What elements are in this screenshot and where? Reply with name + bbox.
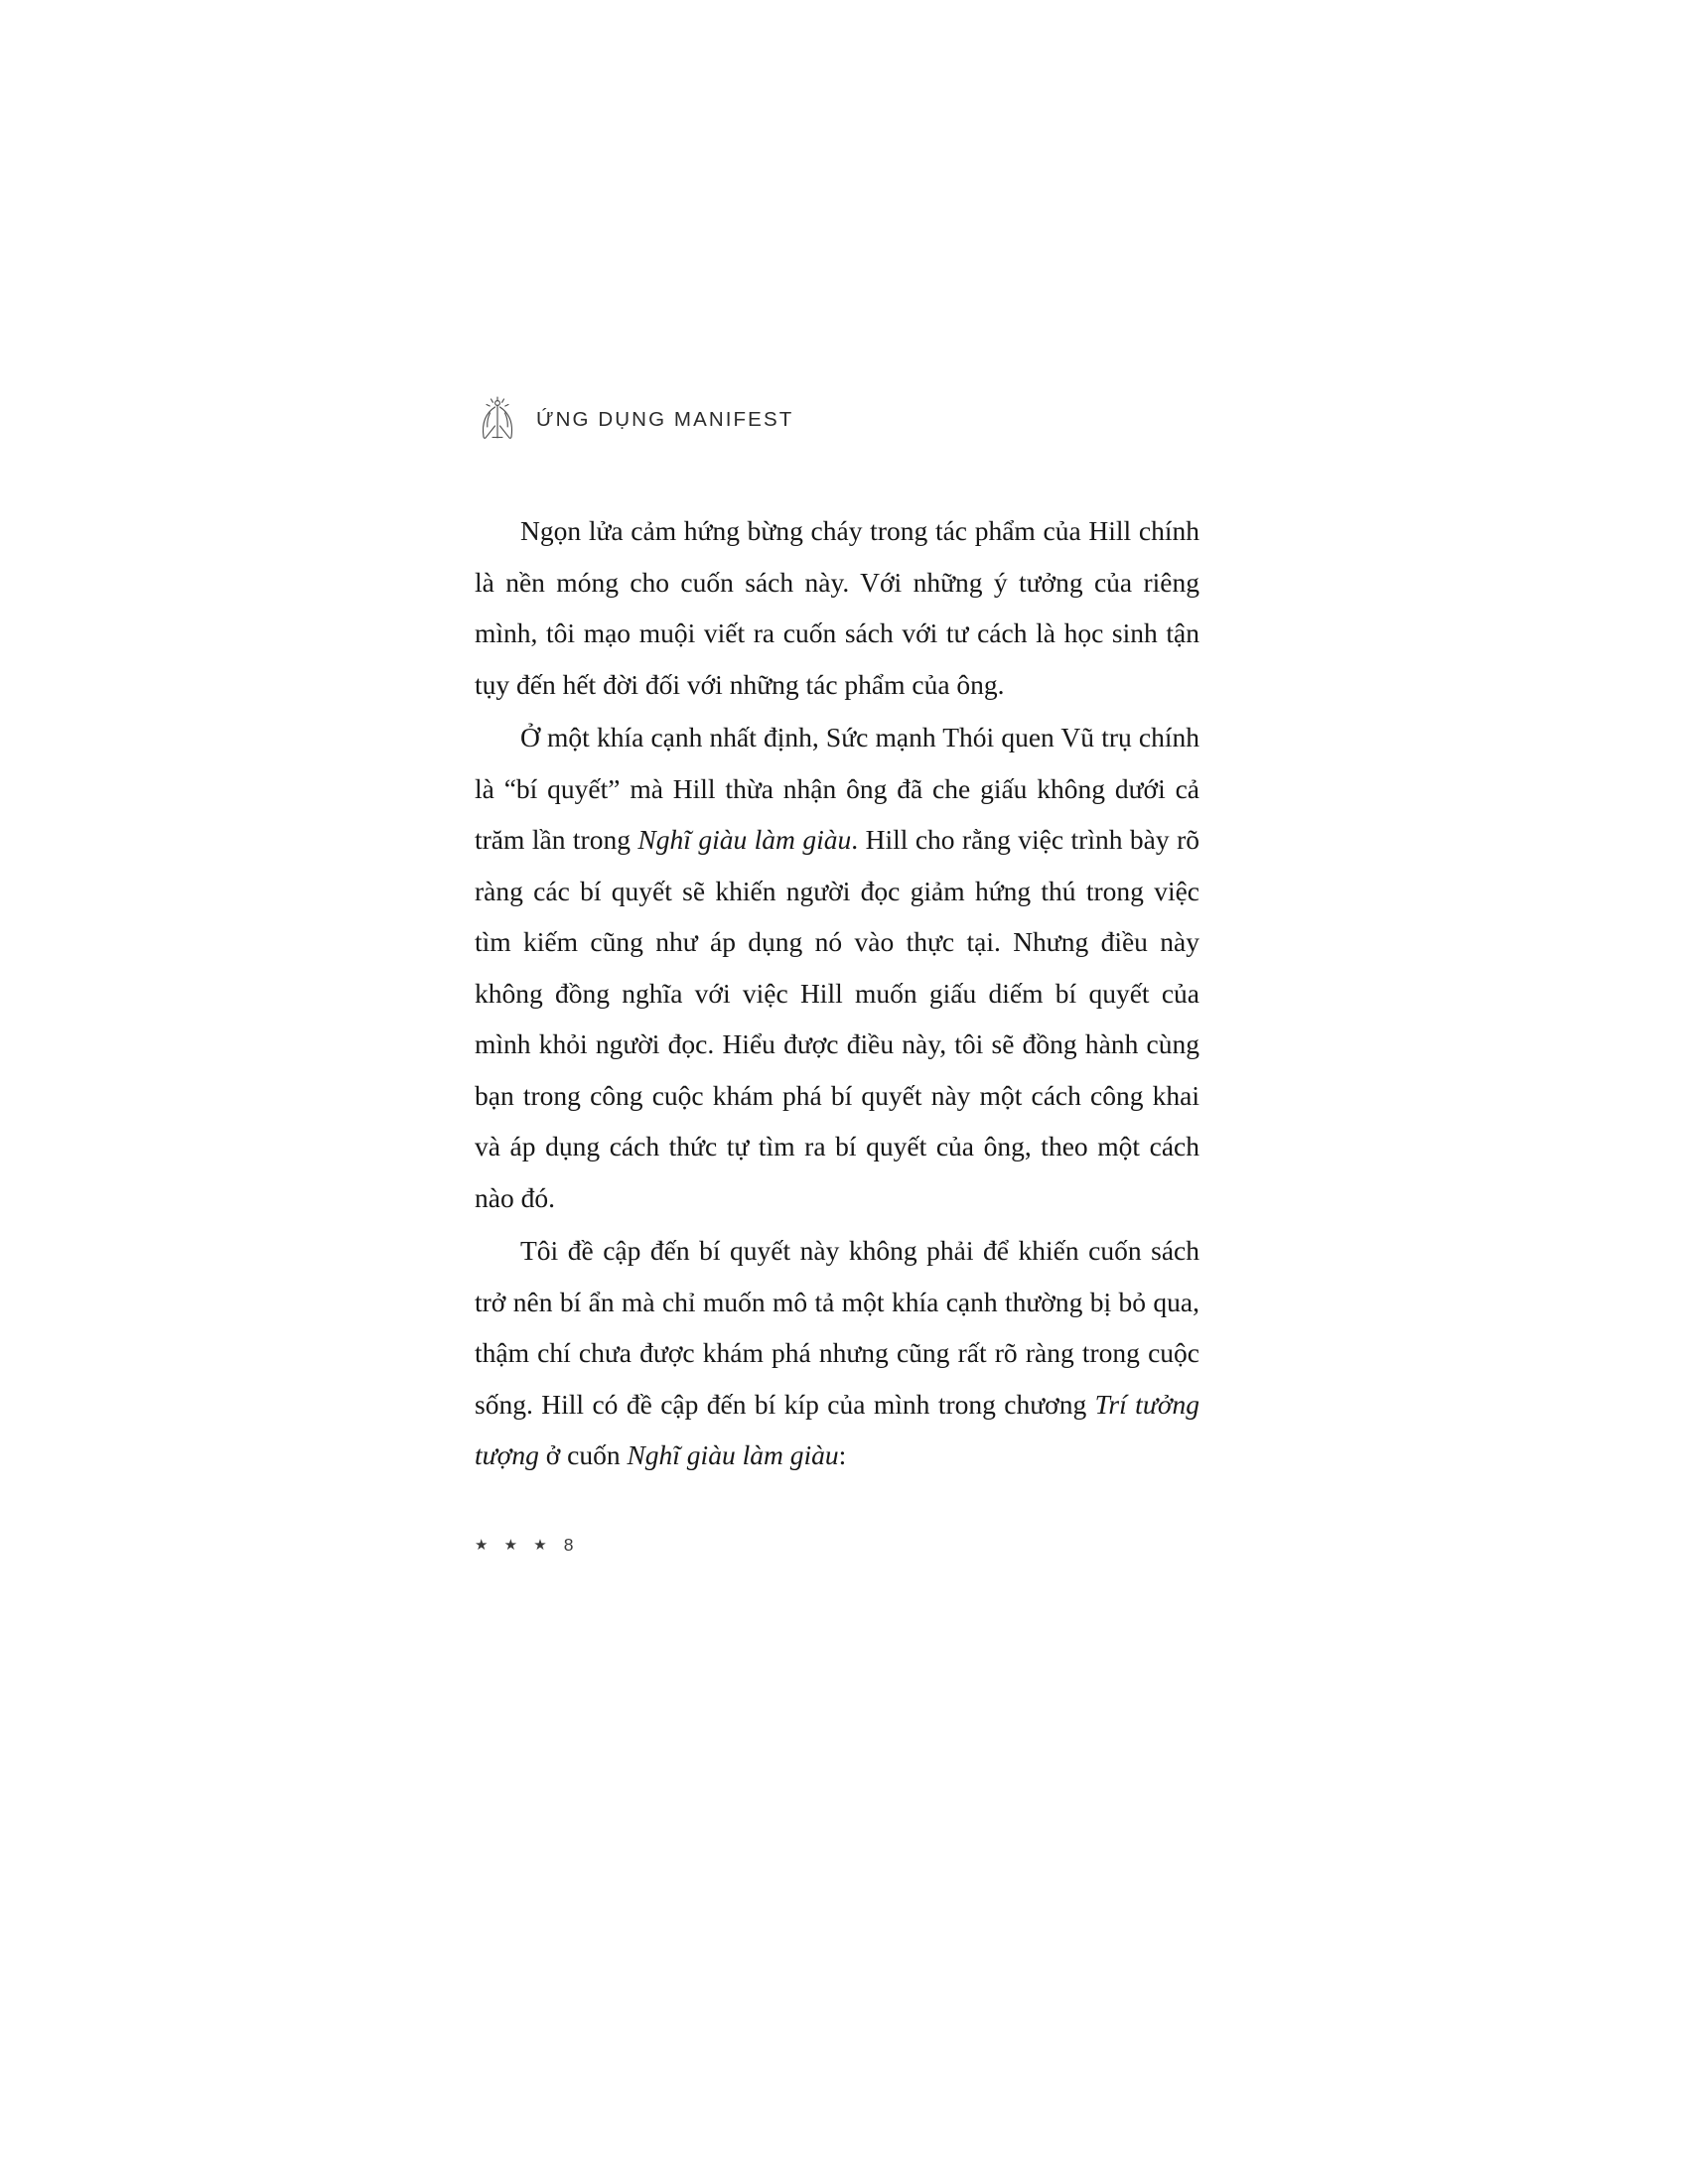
text-run: Tôi đề cập đến bí quyết này không phải để khiến cuốn sách trở nên bí ẩn mà chỉ muốn mô tả một khía cạnh thường bị bỏ qua, thậm chí chưa được khám phá nhưng cũng rất rõ ràng trong cuộc sống. Hill có đề cập đến bí kíp của mình trong chương	[475, 1235, 1199, 1420]
ornament-stars: ★ ★ ★	[475, 1537, 553, 1554]
running-head-title: ỨNG DỤNG MANIFEST	[536, 408, 794, 431]
paragraph	[475, 1225, 1199, 1481]
running-head	[475, 392, 1199, 448]
text-run: ở cuốn	[538, 1439, 628, 1470]
text-run: . Hill cho rằng việc trình bày rõ ràng các bí quyết sẽ khiến người đọc giảm hứng thú trong việc tìm kiếm cũng như áp dụng nó vào thực tại. Nhưng điều này không đồng nghĩa với việc Hill muốn giấu diếm bí quyết của mình khỏi người đọc. Hiểu được điều này, tôi sẽ đồng hành cùng bạn trong công cuộc khám phá bí quyết này một cách công khai và áp dụng cách thức tự tìm ra bí quyết của ông, theo một cách nào đó.	[475, 824, 1199, 1213]
page-content	[475, 392, 1199, 1556]
page-number: 8	[563, 1534, 574, 1555]
italic-text: Nghĩ giàu làm giàu	[627, 1439, 839, 1470]
text-run: Ngọn lửa cảm hứng bừng cháy trong tác phẩm của Hill chính là nền móng cho cuốn sách này. Với những ý tưởng của riêng mình, tôi mạo muội viết ra cuốn sách với tư cách là học sinh tận tụy đến hết đời đối với những tác phẩm của ông.	[475, 515, 1199, 700]
text-run: Ở một khía cạnh nhất định, Sức mạnh Thói quen Vũ trụ chính là “bí quyết” mà Hill thừa nhận ông đã che giấu không dưới cả trăm lần trong	[475, 722, 1199, 855]
paragraph	[475, 505, 1199, 710]
paragraph	[475, 712, 1199, 1223]
text-run: :	[838, 1439, 847, 1470]
italic-text: Nghĩ giàu làm giàu	[637, 824, 852, 855]
praying-hands-icon	[475, 393, 520, 443]
page-footer	[475, 1535, 1199, 1556]
italic-text: Trí tưởng tượng	[475, 1388, 1199, 1470]
body-text	[475, 505, 1199, 1481]
